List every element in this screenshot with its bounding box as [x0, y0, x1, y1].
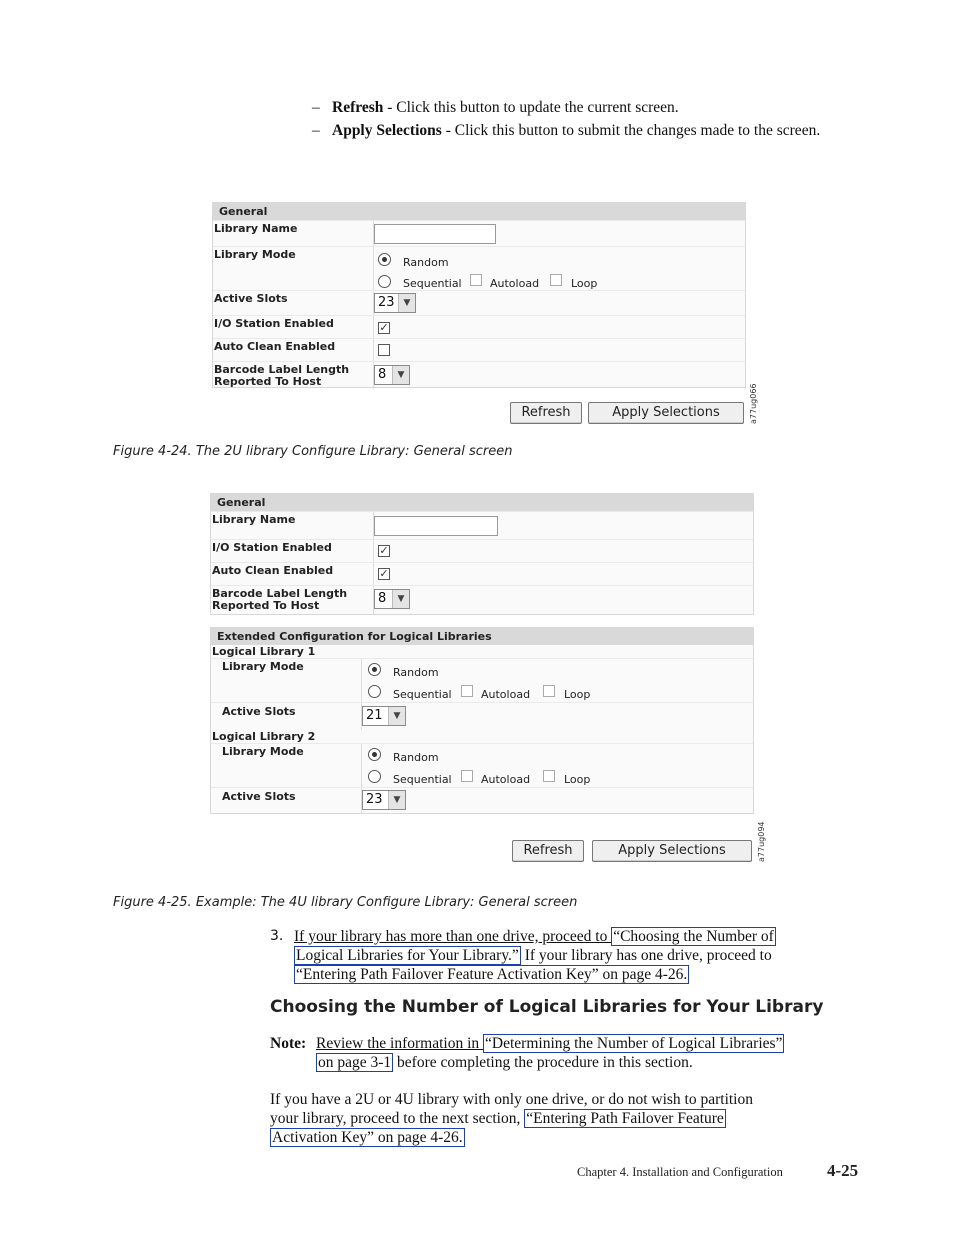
fig25-row-barcode: Barcode Label Length Reported To Host 8 ▼ [211, 585, 753, 614]
fig25-caption: Figure 4-25. Example: The 4U library Configure Library: General screen [113, 895, 578, 910]
fig25-ll2-autoload-checkbox[interactable] [461, 770, 473, 782]
fig25-barcode-select[interactable]: 8 ▼ [374, 589, 410, 609]
fig25-io-station-checkbox[interactable]: ✓ [379, 544, 389, 557]
link-entering-path-failover-2[interactable]: “Entering Path Failover Feature [526, 1110, 724, 1127]
fig25-ll2-heading: Logical Library 2 [212, 730, 316, 743]
fig24-row-auto-clean: Auto Clean Enabled [213, 338, 745, 361]
fig25-ll1-sequential-radio[interactable] [368, 685, 381, 698]
chevron-down-icon: ▼ [388, 707, 405, 725]
note-text: Review the information in “Determining the Number of Logical Libraries” on page 3-1 before completing the procedure in this section. [316, 1035, 783, 1071]
link-determining-number-page[interactable]: on page 3-1 [318, 1054, 392, 1071]
step-3-number: 3. [270, 928, 284, 944]
section-heading: Choosing the Number of Logical Libraries for Your Library [270, 997, 824, 1017]
final-paragraph: If you have a 2U or 4U library with only one drive, or do not wish to partition your library, proceed to the next section, “Entering Path Failover Feature Activation Key” on page 4-26. [270, 1091, 753, 1146]
fig25-apply-selections-button[interactable]: Apply Selections [592, 840, 752, 862]
fig25-ll1-slots-row: Active Slots 21 ▼ [211, 702, 753, 730]
fig25-ll1-active-slots-select[interactable]: 21 ▼ [362, 706, 406, 726]
fig24-caption: Figure 4-24. The 2U library Configure Library: General screen [113, 444, 513, 459]
fig25-ll2-random-radio[interactable] [368, 748, 381, 761]
fig25-row-library-name: Library Name [211, 511, 753, 539]
apply-term: Apply Selections [332, 122, 442, 139]
chevron-down-icon: ▼ [392, 366, 409, 384]
fig24-random-radio[interactable] [378, 253, 391, 266]
note-label: Note: [270, 1035, 307, 1052]
link-choosing-number-cont[interactable]: Logical Libraries for Your Library.” [296, 947, 519, 964]
fig24-row-active-slots: Active Slots 23 ▼ [213, 290, 745, 315]
fig24-sequential-radio[interactable] [378, 275, 391, 288]
fig25-header: General [211, 494, 753, 511]
link-entering-path-failover-2-cont[interactable]: Activation Key” on page 4-26. [272, 1129, 463, 1146]
chevron-down-icon: ▼ [388, 791, 405, 809]
fig24-barcode-select[interactable]: 8 ▼ [374, 365, 410, 385]
link-entering-path-failover[interactable]: “Entering Path Failover Feature Activation Key” on page 4-26. [296, 966, 688, 983]
fig24-image-id: a77ug066 [749, 383, 758, 424]
fig24-row-library-name: Library Name [213, 220, 745, 246]
fig25-ll1-autoload-checkbox[interactable] [461, 685, 473, 697]
fig24-row-io-station: I/O Station Enabled ✓ [213, 315, 745, 338]
fig24-header: General [213, 203, 745, 220]
fig25-ll1-loop-checkbox[interactable] [543, 685, 555, 697]
fig25-ll2-slots-row: Active Slots 23 ▼ [211, 787, 753, 814]
fig25-ll2-active-slots-select[interactable]: 23 ▼ [362, 790, 406, 810]
chevron-down-icon: ▼ [392, 590, 409, 608]
fig25-general-panel [210, 493, 754, 615]
fig24-loop-checkbox[interactable] [550, 274, 562, 286]
chevron-down-icon: ▼ [398, 294, 415, 312]
page-number: 4-25 [827, 1161, 859, 1180]
refresh-description: – Refresh - Click this button to update the current screen. [312, 99, 679, 116]
apply-description: – Apply Selections - Click this button to submit the changes made to the screen. [312, 122, 821, 139]
refresh-term: Refresh [332, 99, 384, 116]
link-determining-number[interactable]: “Determining the Number of Logical Libraries” [485, 1035, 783, 1052]
fig25-extended-panel [210, 627, 754, 814]
link-choosing-number[interactable]: “Choosing the Number of [613, 928, 774, 945]
fig24-library-name-input[interactable] [374, 224, 496, 244]
fig25-image-id: a77ug094 [757, 821, 766, 862]
step-3-text: If your library has more than one drive, proceed to “Choosing the Number of Logical Libraries for Your Library.” If your library has one drive, proceed to “Entering Path Failover Feature Activation Key” on page 4-26. [294, 928, 774, 983]
fig25-ll1-heading: Logical Library 1 [212, 645, 316, 658]
fig25-ll1-mode-row: Library Mode Random Sequential Autoload Loop [211, 658, 753, 702]
fig25-library-name-input[interactable] [374, 516, 498, 536]
fig25-ll1-random-radio[interactable] [368, 663, 381, 676]
fig24-io-station-checkbox[interactable]: ✓ [379, 321, 389, 334]
fig24-apply-selections-button[interactable]: Apply Selections [588, 402, 744, 424]
fig25-ll2-loop-checkbox[interactable] [543, 770, 555, 782]
fig25-row-io-station: I/O Station Enabled ✓ [211, 539, 753, 562]
fig25-refresh-button[interactable]: Refresh [512, 840, 584, 862]
fig24-active-slots-select[interactable]: 23 ▼ [374, 293, 416, 313]
fig25-row-auto-clean: Auto Clean Enabled ✓ [211, 562, 753, 585]
footer-chapter: Chapter 4. Installation and Configuration [577, 1165, 783, 1179]
fig25-ll2-mode-row: Library Mode Random Sequential Autoload Loop [211, 743, 753, 787]
fig24-auto-clean-checkbox[interactable] [378, 344, 390, 356]
fig24-general-panel [212, 202, 746, 388]
fig25-ext-header: Extended Configuration for Logical Libraries [211, 628, 753, 645]
fig24-row-library-mode: Library Mode Random Sequential Autoload Loop [213, 246, 745, 290]
fig25-ll2-sequential-radio[interactable] [368, 770, 381, 783]
fig25-auto-clean-checkbox[interactable]: ✓ [379, 567, 389, 580]
fig24-row-barcode: Barcode Label Length Reported To Host 8 ▼ [213, 361, 745, 389]
fig24-refresh-button[interactable]: Refresh [510, 402, 582, 424]
fig24-autoload-checkbox[interactable] [470, 274, 482, 286]
